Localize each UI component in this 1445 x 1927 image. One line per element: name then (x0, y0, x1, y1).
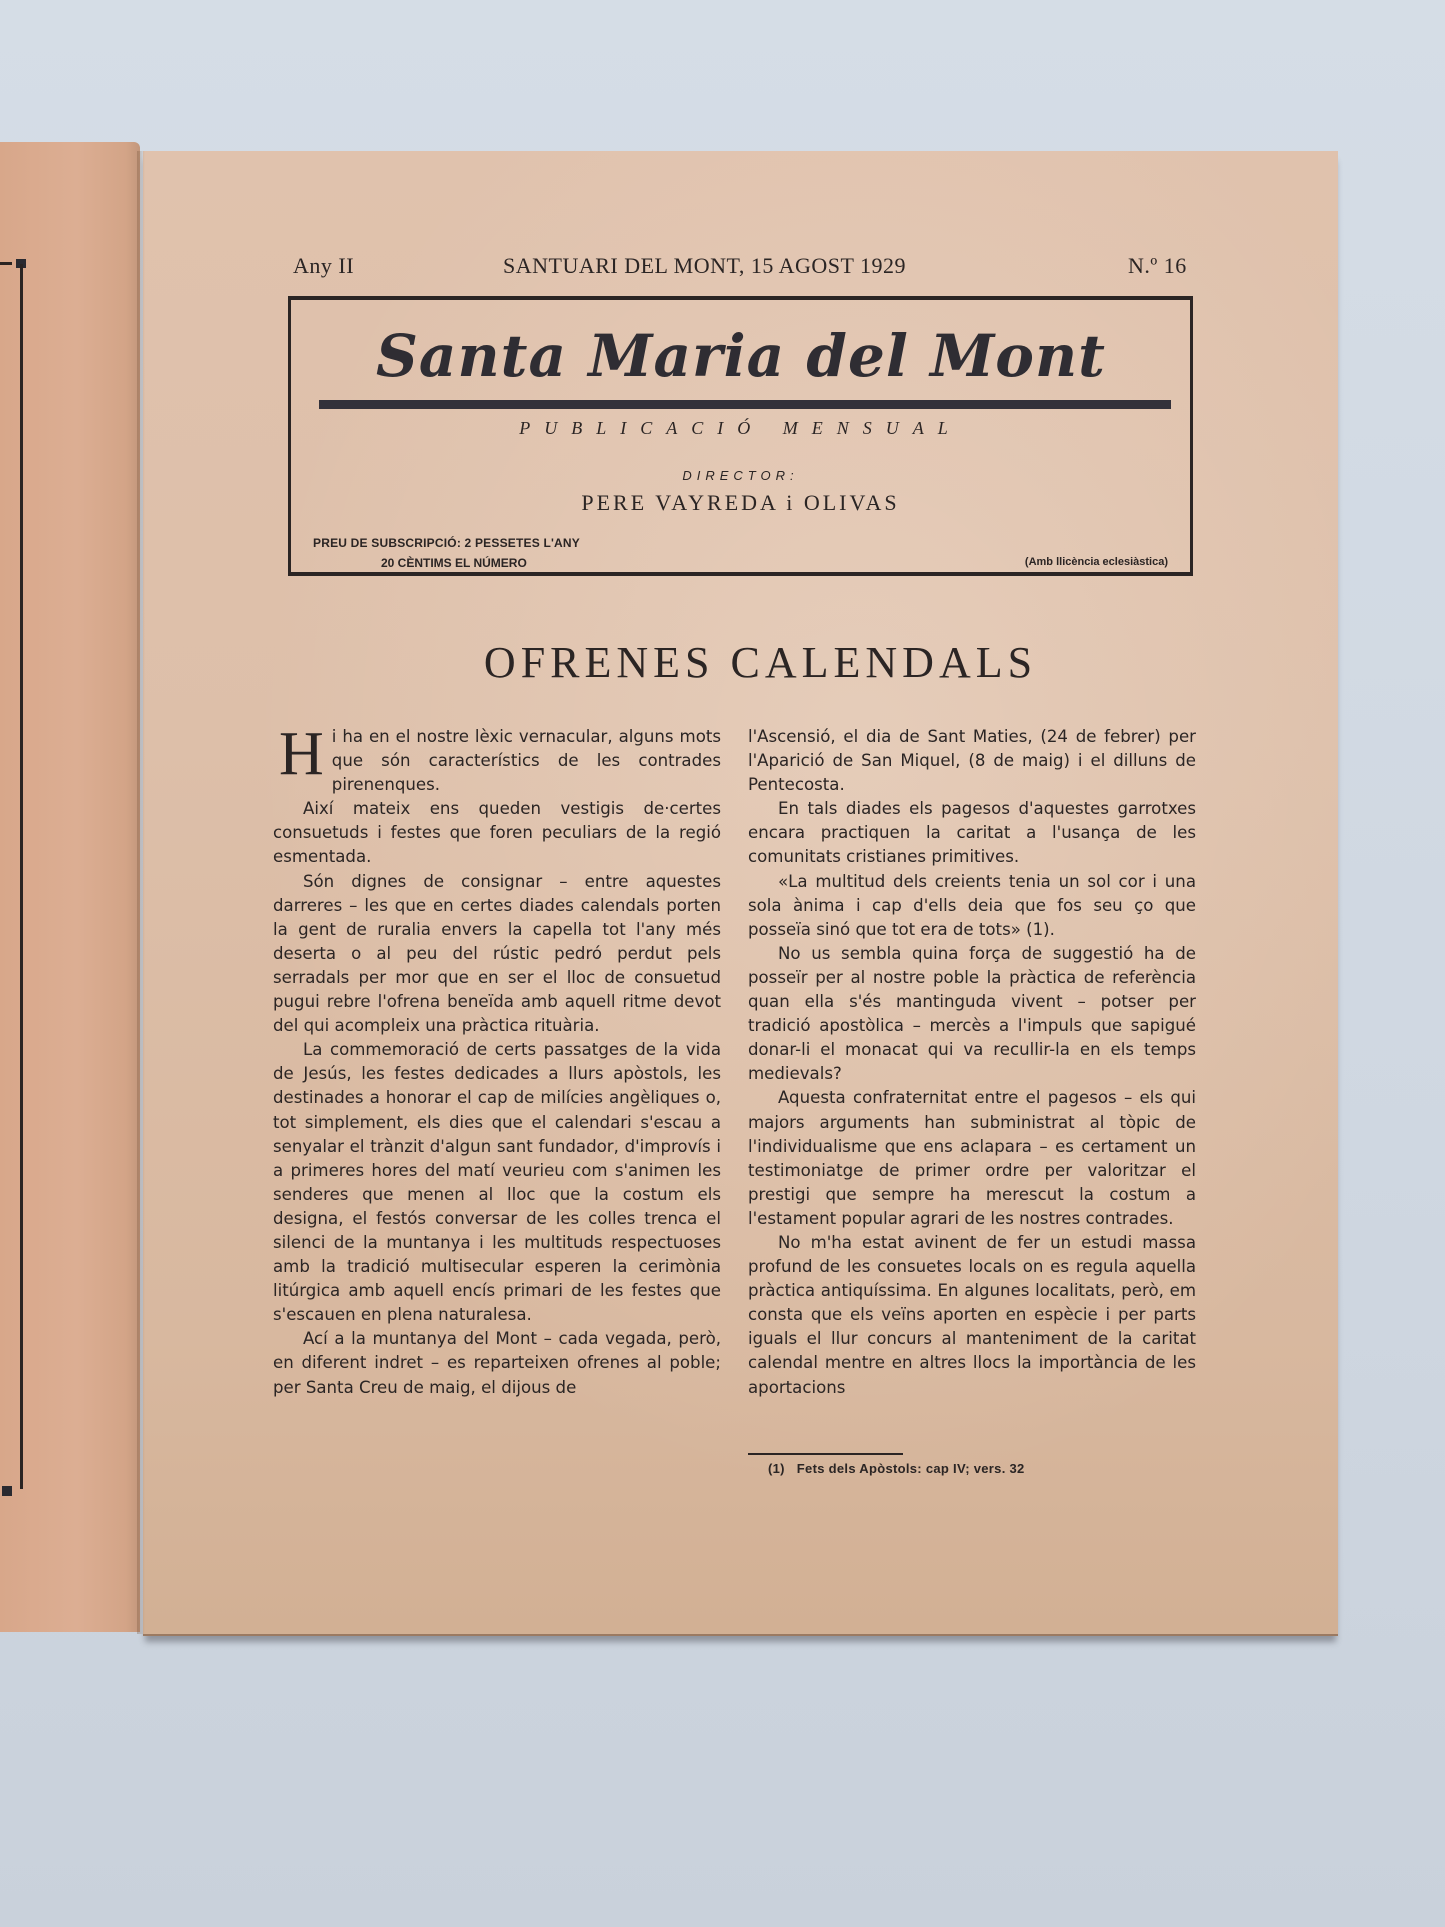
paragraph: La commemoració de certs passatges de la vida de Jesús, les festes dedicades a llurs apòstols, les destinades a honorar el cap de milícies angèliques o, tot simplement, els dies que el calendari s'escau a senyalar el trànzit d'algun sant fundador, d'improvís i a primeres hores del matí veurieu com s'animen les senderes que menen al lloc que la costum els designa, el festós conversar de les colles trenca el silenci de la muntanya i les multituds respectuoses amb la tradició multisecular esperen la cerimònia litúrgica amb aquell encís primari de les festes que s'escauen en plena naturalesa. (273, 1040, 721, 1325)
director-name: PERE VAYREDA i OLIVAS (581, 490, 900, 515)
issue-number: N.º 16 (1128, 253, 1187, 278)
footnote-marker: (1) (768, 1461, 785, 1476)
paragraph: l'Ascensió, el dia de Sant Maties, (24 de febrer) per l'Aparició de San Miquel, (8 de maig) i el dilluns de Pentecosta. (748, 727, 1196, 795)
previous-page (0, 142, 140, 1632)
publication-subtitle: PUBLICACIÓ MENSUAL (519, 418, 962, 438)
title-underline-rule (319, 400, 1171, 409)
frame-rule (0, 262, 12, 265)
frame-corner-ornament (2, 1486, 12, 1496)
publication-title: Santa Maria del Mont (376, 322, 1106, 390)
subscription-price: PREU DE SUBSCRIPCIÓ: 2 PESSETES L'ANY (313, 536, 580, 550)
frame-rule (20, 264, 23, 1489)
issue-price: 20 CÈNTIMS EL NÚMERO (381, 556, 527, 570)
article-column-left (273, 720, 721, 1400)
footnote-text: Fets dels Apòstols: cap IV; vers. 32 (796, 1461, 1025, 1476)
masthead-box (288, 296, 1193, 576)
paragraph: No us sembla quina força de suggestió ha de posseïr per al nostre poble la pràctica de referència quan ella s'és mantinguda vivent – potser per tradició apostòlica – mercès a l'impuls que sapigué donar-li el monacat qui va recullir-la en els temps medievals? (748, 943, 1196, 1084)
footnote-rule (748, 1453, 903, 1455)
drop-cap: H (279, 720, 324, 788)
volume-year: Any II (293, 253, 355, 278)
paragraph: En tals diades els pagesos d'aquestes garrotxes encara practiquen la caritat a l'usança de les comunitats cristianes primitives. (748, 799, 1196, 867)
paragraph: «La multitud dels creients tenia un sol cor i una sola ànima i cap d'ells deia que fos seu ço que posseïa sinó que tot era de tots» (1). (748, 871, 1196, 939)
place-and-date: SANTUARI DEL MONT, 15 AGOST 1929 (503, 253, 907, 278)
paragraph: Són dignes de consignar – entre aquestes darreres – les que en certes diades calendals porten la gent de ruralia envers la capella tot l'any més deserta o al peu del rústic pedró perdut pels serradals per mor que en ser el lloc de consuetud pugui rebre l'ofrena beneïda amb aquell ritme devot del qui acompleix una pràctica rituària. (273, 871, 721, 1036)
paragraph: No m'ha estat avinent de fer un estudi massa profund de les consuetes locals on es regula aquella pràctica antiquíssima. En algunes localitats, però, em consta que els veïns aporten en espècie i per parts iguals el llur concurs al manteniment de la caritat calendal mentre en altres llocs la importància de les aportacions (748, 1232, 1196, 1397)
ecclesiastical-license: (Amb llicència eclesiàstica) (1024, 556, 1168, 568)
issue-header (143, 253, 1338, 283)
paragraph: Així mateix ens queden vestigis de·certes consuetuds i festes que foren peculiars de la regió esmentada. (273, 799, 721, 867)
paragraph: Hi ha en el nostre lèxic vernacular, alguns mots que són característics de les contrades pirenenques. (279, 720, 721, 795)
paragraph: Ací a la muntanya del Mont – cada vegada, però, en diferent indret – es reparteixen ofrenes al poble; per Santa Creu de maig, el dijous de (273, 1329, 721, 1397)
newspaper-page (143, 151, 1338, 1636)
article-title: OFRENES CALENDALS (483, 638, 1038, 687)
director-label: DIRECTOR: (682, 468, 799, 483)
paragraph: Aquesta confraternitat entre el pagesos – els qui majors arguments han subministrat al tòpic de l'individualisme que ens aclapara – es certament un testimoniatge de primer ordre per valoritzar el prestigi que sempre ha merescut la costum a l'estament popular agrari de les nostres contrades. (748, 1088, 1196, 1228)
article-column-right (748, 725, 1196, 1400)
footnote (768, 1461, 1037, 1476)
